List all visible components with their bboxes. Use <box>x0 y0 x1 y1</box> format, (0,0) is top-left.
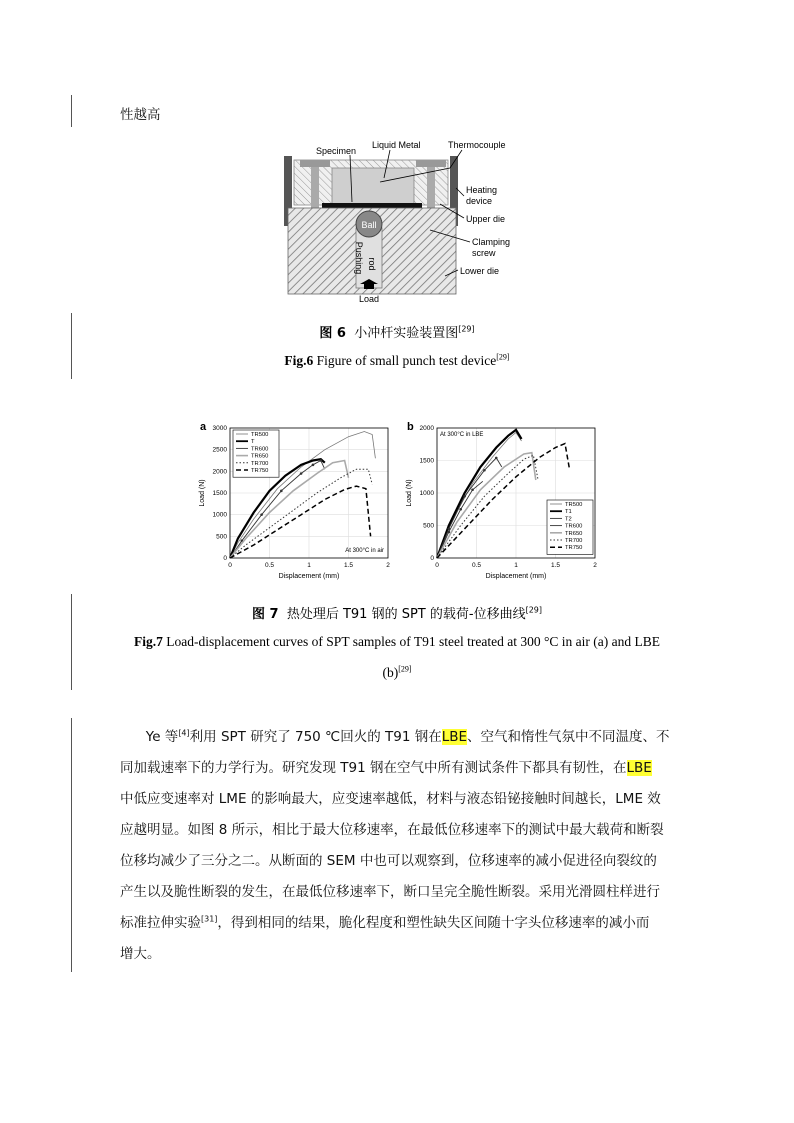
series-line-tr700 <box>230 469 372 558</box>
y-tick-label: 2000 <box>212 468 227 476</box>
para-ref-31: [31] <box>201 914 218 924</box>
y-tick-label: 500 <box>423 522 434 530</box>
series-line-t1 <box>437 430 522 558</box>
y-tick-label: 3000 <box>212 425 227 432</box>
data-point <box>280 490 283 493</box>
y-tick-label: 1500 <box>419 457 434 465</box>
para-line-6: 产生以及脆性断裂的发生，在最低位移速率下，断口呈完全脆性断裂。采用光滑圆柱样进行 <box>120 884 660 900</box>
legend-entry: TR500 <box>565 502 583 508</box>
data-point <box>463 495 466 498</box>
x-tick-label: 1 <box>307 562 311 569</box>
fig6-cn-text: 小冲杆实验装置图 <box>354 326 459 341</box>
data-point <box>260 513 263 516</box>
fig7-en-label: Fig.7 <box>133 634 163 649</box>
top-text: 性越高 <box>120 107 161 123</box>
y-tick-label: 0 <box>430 555 434 562</box>
fig6-caption-en <box>0 353 794 369</box>
liquid-metal-label: Liquid Metal <box>372 140 421 150</box>
y-tick-label: 500 <box>216 533 227 541</box>
data-point <box>483 469 486 472</box>
change-bar <box>71 718 72 972</box>
legend-entry: TR500 <box>251 432 269 438</box>
y-tick-label: 2500 <box>212 446 227 454</box>
x-tick-label: 1 <box>514 562 518 569</box>
fig7-cn-text: 热处理后 T91 钢的 SPT 的载荷-位移曲线 <box>286 607 526 622</box>
para-line-8: 增大。 <box>120 946 161 962</box>
fig6-en-ref: [29] <box>496 352 510 362</box>
x-tick-label: 1.5 <box>343 562 354 569</box>
highlight-lbe: LBE <box>441 729 468 745</box>
x-tick-label: 0.5 <box>471 562 482 569</box>
data-point <box>471 488 474 491</box>
x-axis-label: Displacement (mm) <box>485 573 547 580</box>
heating-label-2: device <box>466 196 493 206</box>
para-line-1 <box>120 722 680 753</box>
fig6-en-label: Fig.6 <box>284 353 314 368</box>
fig7-caption-cn <box>0 603 794 622</box>
x-tick-label: 0 <box>435 562 439 569</box>
chart-annotation: At 300°C in air <box>345 548 384 554</box>
fig7-cn-ref: [29] <box>525 605 542 615</box>
pushing-label: Pushing <box>354 241 364 275</box>
legend-entry: T <box>251 439 255 446</box>
series-line-tr500 <box>437 433 522 559</box>
panel-letter: a <box>200 421 207 433</box>
x-tick-label: 2 <box>386 562 390 569</box>
fig7-caption-en-line1 <box>0 634 794 650</box>
legend-entry: TR700 <box>251 460 269 467</box>
chart-annotation: At 300°C in LBE <box>440 432 484 438</box>
fig6-cn-ref: [29] <box>458 324 475 334</box>
data-point <box>448 531 451 534</box>
y-tick-label: 1000 <box>212 511 227 519</box>
data-point <box>320 459 323 462</box>
fig7-en-text: Load-displacement curves of SPT samples of T91 steel treated at 300 °C in air (a) and LBE <box>166 634 660 649</box>
legend-entry: T1 <box>565 509 572 516</box>
y-axis-label: Load (N) <box>199 479 206 507</box>
para-line-4: 应越明显。如图 8 所示，相比于最大位移速率，在最低位移速率下的测试中最大载荷和断裂 <box>120 822 664 838</box>
legend-entry: TR750 <box>251 468 269 474</box>
para-line-7 <box>120 908 680 939</box>
data-point <box>300 472 303 475</box>
y-tick-label: 1000 <box>419 490 434 497</box>
data-point <box>459 508 462 511</box>
x-axis-label: Displacement (mm) <box>278 573 340 580</box>
load-label: Load <box>358 294 380 304</box>
specimen <box>322 203 422 208</box>
lower-die-label: Lower die <box>460 266 500 276</box>
legend-entry: TR700 <box>565 538 583 544</box>
para-ref-4: [4] <box>178 728 190 738</box>
series-line-t2 <box>437 458 502 558</box>
fig6-caption-cn <box>0 322 794 341</box>
legend-entry: TR750 <box>565 545 583 552</box>
fig7-en-text2: (b) <box>382 665 399 680</box>
x-tick-label: 0 <box>228 562 232 569</box>
fig7-caption-en-line2 <box>0 665 794 681</box>
para-line-5: 位移均减少了三分之二。从断面的 SEM 中也可以观察到，位移速率的减小促进径向裂纹的 <box>120 853 657 869</box>
panel-letter: b <box>407 421 414 433</box>
fig6-en-text: Figure of small punch test device <box>316 353 497 368</box>
para-l1-c: 、空气和惰性气氛中不同温度、不 <box>467 729 670 745</box>
ball-label: Ball <box>361 220 377 230</box>
rod-label: rod <box>367 257 377 271</box>
para-l1-b: 利用 SPT 研究了 750 ℃回火的 T91 钢在 <box>189 729 442 745</box>
fig7-en-ref: [29] <box>398 664 412 674</box>
specimen-label: Specimen <box>316 146 357 156</box>
para-line-3: 中低应变速率对 LME 的影响最大，应变速率越低，材料与液态铅铋接触时间越长，LME 效 <box>120 791 661 807</box>
para-l7-b: ，得到相同的结果，脆化程度和塑性缺失区间随十字头位移速率的减小而 <box>217 915 650 931</box>
highlight-lbe: LBE <box>626 760 652 776</box>
para-l1-a: Ye 等 <box>145 729 179 745</box>
figure7-charts <box>195 418 605 588</box>
x-tick-label: 0.5 <box>264 562 275 569</box>
figure6-diagram <box>280 138 520 306</box>
heating-label-1: Heating <box>466 185 498 195</box>
legend-entry: TR600 <box>565 523 583 530</box>
body-paragraph <box>120 722 680 970</box>
clamping-label-2: screw <box>472 248 496 258</box>
data-point <box>312 464 315 467</box>
legend-entry: TR650 <box>565 530 583 537</box>
x-tick-label: 1.5 <box>550 562 561 569</box>
y-tick-label: 1500 <box>212 490 227 497</box>
upper-die-label: Upper die <box>466 214 506 224</box>
legend-entry: T2 <box>565 516 572 523</box>
para-l2-a: 同加载速率下的力学行为。研究发现 T91 钢在空气中所有测试条件下都具有韧性，在 <box>120 760 627 776</box>
fig6-cn-label: 图 6 <box>319 326 346 341</box>
para-line-2 <box>120 753 680 784</box>
legend-entry: TR650 <box>251 453 269 460</box>
y-tick-label: 2000 <box>419 425 434 432</box>
data-point <box>495 457 498 460</box>
legend-entry: TR600 <box>251 446 269 453</box>
x-tick-label: 2 <box>593 562 597 569</box>
liquid-metal <box>332 168 414 204</box>
change-bar <box>71 95 72 127</box>
y-axis-label: Load (N) <box>406 479 413 507</box>
fig7-cn-label: 图 7 <box>251 607 279 622</box>
clamping-label-1: Clamping <box>472 237 511 247</box>
para-l7-a: 标准拉伸实验 <box>120 915 201 931</box>
y-tick-label: 0 <box>223 555 227 562</box>
thermocouple-label: Thermocouple <box>448 140 506 150</box>
